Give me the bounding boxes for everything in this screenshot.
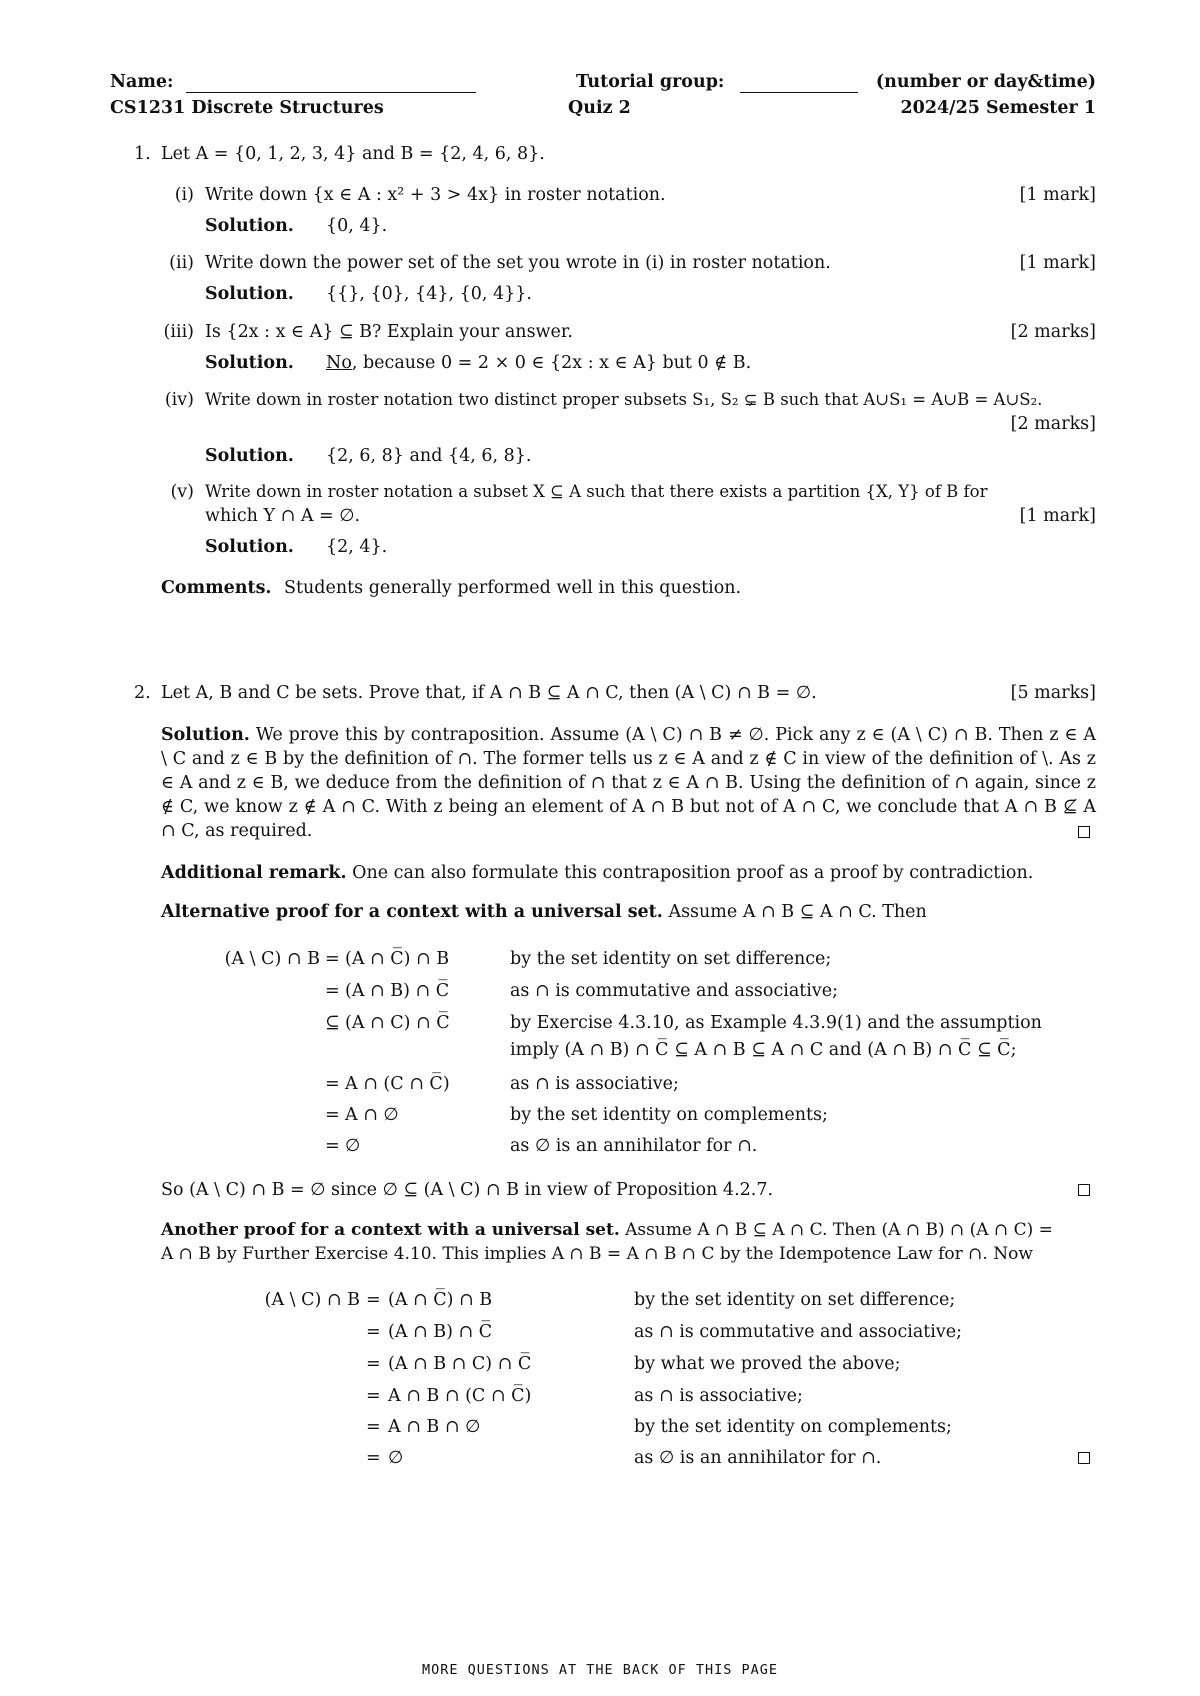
q1-part-label: (iii)	[163, 322, 194, 342]
solution-text	[326, 353, 751, 373]
eq-rhs: A ∩ (C ∩ C̅)	[345, 1074, 450, 1094]
eq-rhs: (A ∩ B) ∩ C̅	[388, 1322, 493, 1342]
eq-relation: =	[325, 1105, 340, 1125]
eq-rhs: (A ∩ C) ∩ C̅	[345, 1013, 450, 1033]
alt-proof-intro	[161, 902, 927, 922]
eq-reason: as ∩ is associative;	[510, 1074, 679, 1094]
eq-reason: by the set identity on complements;	[634, 1417, 952, 1437]
eq-rhs: ∅	[345, 1136, 361, 1156]
alt-proof-assumption: Assume A ∩ B ⊆ A ∩ C. Then	[668, 902, 927, 922]
eq-reason: as ∩ is commutative and associative;	[510, 981, 839, 1001]
another-proof-intro-cont: A ∩ B by Further Exercise 4.10. This implies A ∩ B = A ∩ B ∩ C by the Idempotence Law for ∩. Now	[161, 1244, 1033, 1264]
eq-rhs: (A ∩ C̅) ∩ B	[388, 1290, 493, 1310]
q2-stem: Let A, B and C be sets. Prove that, if A ∩ B ⊆ A ∩ C, then (A \ C) ∩ B = ∅.	[161, 683, 817, 703]
eq-reason: by the set identity on set difference;	[510, 949, 832, 969]
solution-label: Solution.	[205, 537, 294, 557]
q2-number: 2.	[134, 683, 151, 703]
remark-text: One can also formulate this contraposition proof as a proof by contradiction.	[352, 863, 1034, 883]
q1-part-text: Is {2x : x ∈ A} ⊆ B? Explain your answer.	[205, 322, 573, 342]
eq-relation: =	[366, 1417, 381, 1437]
eq-rhs: (A ∩ B ∩ C) ∩ C̅	[388, 1354, 532, 1374]
footer-note: MORE QUESTIONS AT THE BACK OF THIS PAGE	[422, 1662, 778, 1678]
another-proof-intro	[161, 1220, 1053, 1240]
eq-reason-cont: imply (A ∩ B) ∩ C̅ ⊆ A ∩ B ⊆ A ∩ C and (A ∩ B) ∩ C̅ ⊆ C̅;	[510, 1040, 1017, 1060]
q1-part-label: (iv)	[164, 390, 194, 410]
eq-relation: =	[366, 1448, 381, 1468]
comments-text: Students generally performed well in this question.	[284, 578, 742, 598]
qed-box	[1078, 1184, 1090, 1196]
eq-reason: as ∩ is commutative and associative;	[634, 1322, 963, 1342]
eq-reason: by Exercise 4.3.10, as Example 4.3.9(1) and the assumption	[510, 1013, 1042, 1033]
semester: 2024/25 Semester 1	[900, 98, 1096, 118]
eq-rhs: (A ∩ C̅) ∩ B	[345, 949, 450, 969]
eq-rhs: A ∩ B ∩ (C ∩ C̅)	[388, 1386, 532, 1406]
q1-part-text: Write down in roster notation a subset X ⊆ A such that there exists a partition {X, Y} of B for	[205, 482, 988, 501]
eq-relation: =	[325, 1074, 340, 1094]
another-proof-assumption: Assume A ∩ B ⊆ A ∩ C. Then (A ∩ B) ∩ (A ∩ C) =	[625, 1220, 1053, 1240]
name-label: Name:	[110, 72, 174, 92]
eq-rhs: ∅	[388, 1448, 404, 1468]
course-title: CS1231 Discrete Structures	[110, 98, 384, 118]
q1-part-label: (ii)	[169, 253, 194, 273]
solution-answer-no: No	[326, 353, 352, 373]
qed-box	[1078, 826, 1090, 838]
q1-part-marks: [2 marks]	[1010, 322, 1096, 342]
eq-relation: =	[325, 981, 340, 1001]
eq-rhs: (A ∩ B) ∩ C̅	[345, 981, 450, 1001]
q1-part-label: (v)	[170, 482, 194, 502]
eq-relation: ⊆	[325, 1013, 340, 1033]
another-proof-label: Another proof for a context with a universal set.	[161, 1220, 620, 1240]
q1-part-label: (i)	[174, 185, 194, 205]
solution-label: Solution.	[205, 216, 294, 236]
q1-part-text: Write down {x ∈ A : x² + 3 > 4x} in roster notation.	[205, 185, 666, 205]
solution-text: {0, 4}.	[326, 216, 388, 236]
eq-reason: by what we proved the above;	[634, 1354, 901, 1374]
eq-relation: =	[366, 1322, 381, 1342]
quiz-title: Quiz 2	[568, 98, 631, 118]
eq-relation: =	[366, 1354, 381, 1374]
eq-relation: =	[366, 1290, 381, 1310]
q1-stem: Let A = {0, 1, 2, 3, 4} and B = {2, 4, 6, 8}.	[161, 144, 545, 164]
eq-lhs: (A \ C) ∩ B	[264, 1290, 360, 1310]
eq-reason: by the set identity on complements;	[510, 1105, 828, 1125]
eq-relation: =	[325, 1136, 340, 1156]
eq-lhs: (A \ C) ∩ B	[224, 949, 320, 969]
solution-label: Solution.	[205, 353, 294, 373]
comments-label: Comments.	[161, 578, 272, 598]
q2-marks: [5 marks]	[1010, 683, 1096, 703]
remark-label: Additional remark.	[161, 863, 347, 883]
solution-text: {{}, {0}, {4}, {0, 4}}.	[326, 284, 532, 304]
solution-explanation: , because 0 = 2 × 0 ∈ {2x : x ∈ A} but 0 ∉ B.	[351, 353, 752, 373]
solution-label: Solution.	[161, 725, 250, 745]
solution-label: Solution.	[205, 284, 294, 304]
solution-text: {2, 4}.	[326, 537, 388, 557]
eq-relation: =	[325, 949, 340, 969]
eq-rhs: A ∩ B ∩ ∅	[388, 1417, 481, 1437]
alt-proof-label: Alternative proof for a context with a universal set.	[161, 902, 663, 922]
solution-text: We prove this by contraposition. Assume (A \ C) ∩ B ≠ ∅. Pick any z ∈ (A \ C) ∩ B. Then z ∈ A \ C and z ∈ B by the definition of ∩. The former tells us z ∈ A and z ∉ C in view of the definition of \. As z ∈ A and z ∈ B, we deduce from the definition of ∩ that z ∈ A ∩ B. Using the definition of ∩ again, since z ∉ C, we know z ∉ A ∩ C. With z being an element of A ∩ B but not of A ∩ C, we conclude that A ∩ B ⊈ A ∩ C, as required.	[161, 725, 1096, 841]
solution-text: {2, 6, 8} and {4, 6, 8}.	[326, 446, 532, 466]
eq-reason: as ∩ is associative;	[634, 1386, 803, 1406]
q1-part-marks: [1 mark]	[1019, 506, 1096, 526]
qed-box	[1078, 1452, 1090, 1464]
remark	[161, 863, 1033, 883]
eq-reason: as ∅ is an annihilator for ∩.	[634, 1448, 882, 1468]
q1-part-text: Write down the power set of the set you wrote in (i) in roster notation.	[205, 253, 831, 273]
q1-part-text: Write down in roster notation two distinct proper subsets S₁, S₂ ⊊ B such that A∪S₁ = A∪B = A∪S₂.	[205, 390, 1043, 409]
tutorial-hint: (number or day&time)	[875, 72, 1096, 92]
eq-reason: by the set identity on set difference;	[634, 1290, 956, 1310]
q1-number: 1.	[134, 144, 151, 164]
eq-relation: =	[366, 1386, 381, 1406]
name-blank[interactable]	[186, 72, 476, 93]
tutorial-blank[interactable]	[740, 72, 858, 93]
q1-part-marks: [1 mark]	[1019, 185, 1096, 205]
tutorial-label: Tutorial group:	[576, 72, 725, 92]
alt-proof-conclusion: So (A \ C) ∩ B = ∅ since ∅ ⊆ (A \ C) ∩ B in view of Proposition 4.2.7.	[161, 1180, 774, 1200]
q1-part-marks: [2 marks]	[1010, 414, 1096, 434]
q1-part-marks: [1 mark]	[1019, 253, 1096, 273]
eq-reason: as ∅ is an annihilator for ∩.	[510, 1136, 758, 1156]
eq-rhs: A ∩ ∅	[345, 1105, 399, 1125]
q2-solution	[161, 723, 1096, 843]
q1-part-text-cont: which Y ∩ A = ∅.	[205, 506, 361, 526]
solution-label: Solution.	[205, 446, 294, 466]
